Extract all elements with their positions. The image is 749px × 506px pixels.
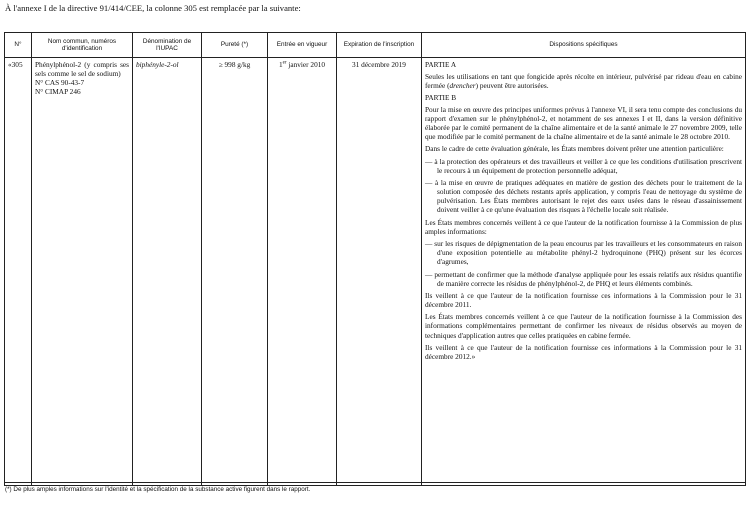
paragraph-2: Dans le cadre de cette évaluation générale, les États membres doivent prêter une attention particulière: [425, 144, 724, 154]
paragraph-6: Ils veillent à ce que l'auteur de la notification fournisse ces informations à la Commission pour le 31 décembre 2012.» [425, 342, 742, 361]
part-a-heading: PARTIE A [425, 60, 457, 69]
header-nom: Nom commun, numéros d'identification [32, 33, 133, 58]
footnote-divider [4, 482, 745, 483]
part-b-heading: PARTIE B [425, 93, 457, 103]
nom-name: Phénylphénol-2 (y compris ses sels comme le sel de sodium) [35, 60, 129, 79]
iupac-name: biphényle-2-ol [136, 60, 179, 69]
cell-purete: ≥ 998 g/kg [202, 58, 268, 486]
cell-no: «305 [5, 58, 32, 486]
paragraph-1: Pour la mise en œuvre des principes uniformes prévus à l'annexe VI, il sera tenu compte des conclusions du rapport d'examen sur le phénylphénol-2, et notamment de ses annexes I et II, dans la version définitive élaborée par le comité permanent de la chaîne alimentaire et de la santé animale le 27 novembre 2009, telle que modifiée par le comité permanent de la chaîne alimentaire et de la santé animale le 28 octobre 2010. [425, 104, 742, 141]
part-a-text-1: Seules les utilisations en tant que fongicide après récolte en intérieur, pulvérisé par rideau d'eau en cabine fermée ( [425, 71, 742, 90]
cell-iupac [133, 58, 202, 486]
cell-nom [32, 58, 133, 486]
table-row [5, 58, 746, 486]
dash-item-1: — à la protection des opérateurs et des travailleurs et veiller à ce que les conditions d'utilisation prescrivent le recours à un équipement de protection personnelle adéquat, [425, 156, 742, 175]
cell-entree [268, 58, 337, 486]
nom-cas: N° CAS 90-43-7 [35, 78, 85, 88]
part-a-text-em: drencher [449, 80, 476, 90]
cell-dispositions [422, 58, 746, 486]
footnote: (*) De plus amples informations sur l'identité et la spécification de la substance active figurent dans le rapport. [5, 486, 311, 493]
part-a-text [425, 72, 742, 90]
header-entree: Entrée en vigueur [268, 33, 337, 58]
header-purete: Pureté (*) [202, 33, 268, 58]
entree-sup: er [282, 60, 287, 66]
paragraph-5: Les États membres concernés veillent à ce que l'auteur de la notification fournisse à la Commission des informations complémentaires permettant de confirmer les niveaux de résidus observés au moyen de techniques d'application autres que celles pratiquées en cabine fermée. [425, 312, 742, 340]
part-a-text-2: ) peuvent être autorisées. [475, 80, 549, 90]
header-expiration: Expiration de l'inscription [337, 33, 422, 58]
paragraph-3: Les États membres concernés veillent à ce que l'auteur de la notification fournisse à la Commission de plus amples informations: [425, 217, 742, 236]
entree-day: 1 [278, 60, 283, 69]
annex-table [4, 32, 746, 486]
header-dispositions: Dispositions spécifiques [422, 33, 746, 58]
dash-item-2: — à la mise en œuvre de pratiques adéquates en matière de gestion des déchets pour le traitement de la solution composée des déchets restants après application, y compris l'eau de nettoyage du système de pulvérisation. Les États membres autorisant le rejet des eaux usées dans le réseau d'assainissement doivent veiller à ce qu'une évaluation des risques à l'échelle locale soit réalisée. [425, 177, 742, 215]
header-row [5, 33, 746, 58]
header-iupac: Dénomination de l'IUPAC [133, 33, 202, 58]
entree-rest: janvier 2010 [286, 60, 326, 69]
dash-item-4: — permettant de confirmer que la méthode d'analyse appliquée pour les essais relatifs aux résidus quantifie de manière correcte les résidus de phénylphénol-2, de PHQ et leurs éléments combinés. [425, 269, 742, 288]
nom-cimap: N° CIMAP 246 [35, 87, 81, 97]
paragraph-4: Ils veillent à ce que l'auteur de la notification fournisse ces informations à la Commission pour le 31 décembre 2011. [425, 290, 742, 310]
cell-expiration: 31 décembre 2019 [337, 58, 422, 486]
dash-item-3: — sur les risques de dépigmentation de la peau encourus par les travailleurs et les consommateurs en raison d'une exposition potentielle au métabolite phényl-2 hydroquinone (PHQ) présent sur les écorces d'agrumes, [425, 238, 742, 267]
header-no: N° [5, 33, 32, 58]
intro-text: À l'annexe I de la directive 91/414/CEE, la colonne 305 est remplacée par la suivante: [5, 3, 301, 13]
